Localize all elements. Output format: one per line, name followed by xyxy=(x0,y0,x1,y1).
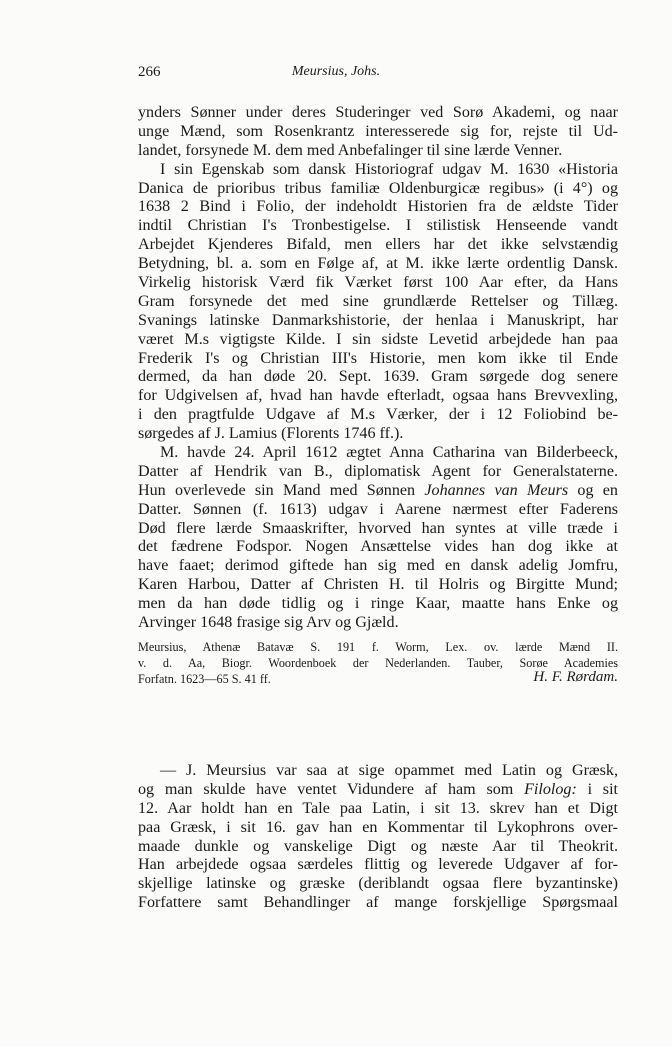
text-line: Datter af Hendrik van B., diplomatisk Agent for Generalstaterne. xyxy=(138,462,618,480)
text-line: skjellige latinske og græske (deriblandt ogsaa flere byzantinske) xyxy=(138,875,618,893)
author-signature: H. F. Rørdam. xyxy=(533,669,618,686)
text-line: maade dunkle og vanskelige Digt og næste Aar til Theokrit. xyxy=(138,837,618,855)
text-line: dermed, da han døde 20. Sept. 1639. Gram sørgede dog senere xyxy=(138,368,618,386)
text-line xyxy=(138,482,618,501)
text-line: for Udgivelsen af, hvad han havde efterladt, ogsaa hans Brevvexling, xyxy=(138,387,618,405)
running-title: Meursius, Johs. xyxy=(291,64,381,79)
references xyxy=(138,639,618,688)
text-line: Arvinger 1648 frasige sig Arv og Gjæld. xyxy=(138,614,399,632)
text-line: sørgedes af J. Lamius (Florents 1746 ff.). xyxy=(138,425,404,443)
reference-line: Meursius, Athenæ Batavæ S. 191 f. Worm, Lex. ov. lærde Mænd II. xyxy=(138,639,618,654)
text-line: Frederik I's og Christian III's Historie, men kom ikke til Ende xyxy=(138,349,618,367)
text-line: 1638 2 Bind i Folio, der indeholdt Historien fra de ældste Tider xyxy=(138,198,618,216)
text-line: indtil Christian I's Tronbestigelse. I stilistisk Henseende vandt xyxy=(138,217,618,235)
text-line: Han arbejdede ogsaa særdeles flittig og leverede Udgaver af for- xyxy=(138,856,618,874)
text-line: Gram forsynede det med sine grundlærde Rettelser og Tillæg. xyxy=(138,292,618,310)
reference-line xyxy=(138,671,618,687)
text-line: landet, forsynede M. dem med Anbefalinger til sine lærde Venner. xyxy=(138,141,563,159)
text-line: i den pragtfulde Udgave af M.s Værker, der i 12 Foliobind be- xyxy=(138,406,618,424)
text-line: Virkelig historisk Værd fik Værket først 100 Aar efter, da Hans xyxy=(138,274,618,292)
reference-text: Forfatn. 1623—65 S. 41 ff. xyxy=(138,672,271,687)
text-line: Karen Harbou, Datter af Christen H. til Holris og Birgitte Mund; xyxy=(138,576,618,594)
text-line: Død flere lærde Smaaskrifter, hvorved han syntes at ville træde i xyxy=(138,519,618,537)
text-segment: og man skulde have ventet Vidundere af ham som xyxy=(138,780,514,798)
text-line: Arbejdet Kjenderes Bifald, men ellers har det ikke selvstændig xyxy=(138,236,618,254)
text-line: I sin Egenskab som dansk Historiograf udgav M. 1630 «Historia xyxy=(160,160,618,178)
text-line: 12. Aar holdt han en Tale paa Latin, i sit 13. skrev han et Digt xyxy=(138,799,618,817)
text-line: have faaet; derimod giftede han sig med en dansk adelig Jomfru, xyxy=(138,557,618,575)
text-line: det fædrene Fodspor. Nogen Ansættelse vides han dog ikke at xyxy=(138,538,618,556)
text-segment: i sit xyxy=(587,780,619,798)
text-line: Svanings latinske Danmarkshistorie, der henlaa i Manuskript, har xyxy=(138,311,618,329)
text-line: ynders Sønner under deres Studeringer ved Sorø Akademi, og naar xyxy=(138,104,618,121)
text-line: Forfattere samt Behandlinger af mange forskjellige Spørgsmaal xyxy=(138,894,618,912)
text-line: M. havde 24. April 1612 ægtet Anna Catharina van Bilderbeeck, xyxy=(160,444,618,462)
second-section xyxy=(138,762,618,913)
text-segment: og en xyxy=(577,481,618,499)
reference-line: v. d. Aa, Biogr. Woordenboek der Nederlanden. Tauber, Sorøe Academies xyxy=(138,656,618,671)
italic-name: Johannes van Meurs xyxy=(424,481,569,499)
italic-term: Filolog: xyxy=(524,780,577,798)
text-line: men da han døde tidlig og i ringe Kaar, maatte hans Enke og xyxy=(138,595,618,613)
text-line: Datter. Sønnen (f. 1613) udgav i Aarene nærmest efter Faderens xyxy=(138,500,618,518)
page-number: 266 xyxy=(138,64,161,80)
text-line: paa Græsk, i sit 16. gav han en Kommentar til Lykophrons over- xyxy=(138,818,618,836)
text-line: Betydning, bl. a. som en Følge af, at M. ikke lærte ordentlig Dansk. xyxy=(138,255,618,273)
text-line: Danica de prioribus tribus familiæ Oldenburgicæ regibus» (i 4°) og xyxy=(138,179,618,197)
text-line: været M.s vigtigste Kilde. I sin sidste Levetid arbejdede han paa xyxy=(138,330,618,348)
text-segment: Hun overlevede sin Mand med Sønnen xyxy=(138,481,416,499)
article-body xyxy=(138,104,618,688)
text-line: unge Mænd, som Rosenkrantz interesserede sig for, rejste til Ud- xyxy=(138,122,618,140)
text-line xyxy=(138,781,618,800)
text-line: — J. Meursius var saa at sige opammet med Latin og Græsk, xyxy=(160,762,618,779)
